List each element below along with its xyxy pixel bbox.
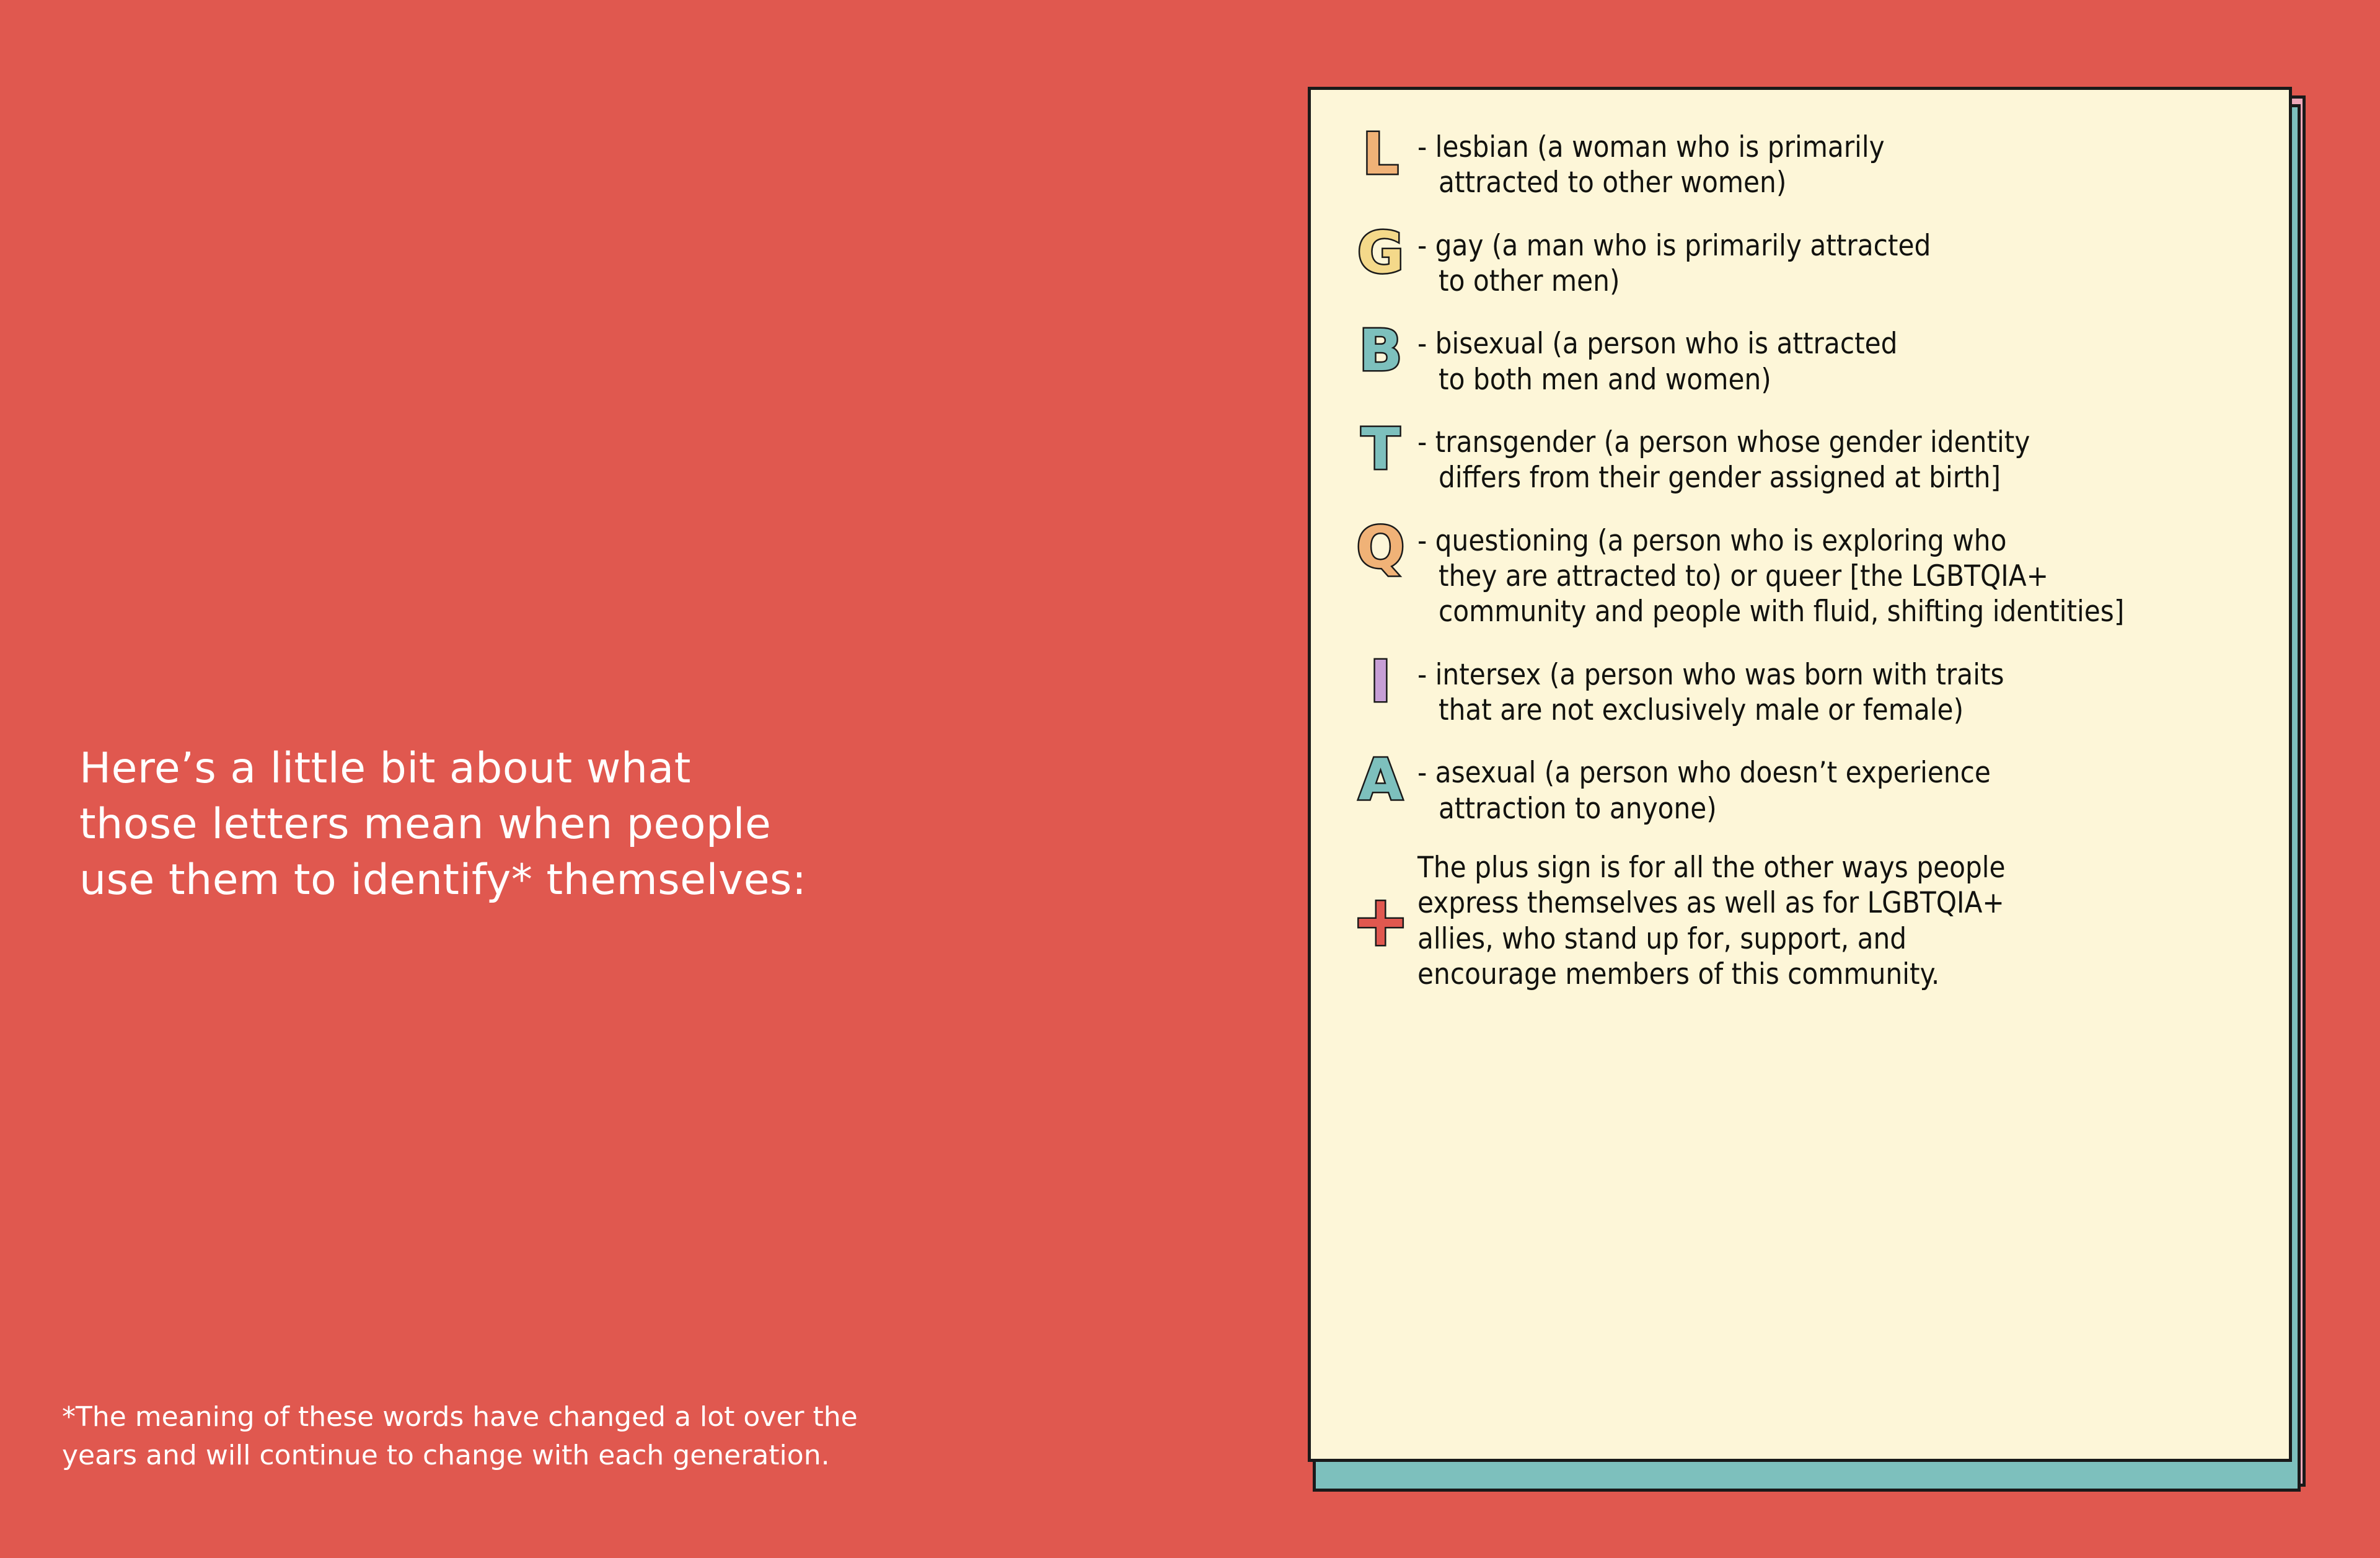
letter-cell [1343,317,1417,384]
list-item-gay [1343,219,2264,299]
definition-line: - questioning (a person who is exploring who [1417,523,2007,558]
letter-glyph-a: A [1358,746,1403,813]
intro-paragraph [79,741,1046,908]
letter-glyph-plus: + [1351,880,1409,962]
letter-cell [1343,514,1417,581]
footnote [62,1398,1078,1476]
definition-line: - bisexual (a person who is attracted [1417,327,1898,361]
letter-cell [1343,746,1417,813]
definition-text-bisexual [1417,322,2264,397]
letter-cell [1343,880,1417,962]
letter-glyph-i: I [1370,648,1391,715]
definition-line: differs from their gender assigned at birth] [1439,461,2001,495]
definition-line: to both men and women) [1439,362,1771,397]
intro-line-1: Here’s a little bit about what [79,744,691,793]
letter-cell [1343,219,1417,286]
definitions-card-wrapper [1308,87,2312,1494]
footnote-line-1: *The meaning of these words have changed a lot over the [62,1401,858,1433]
list-item-bisexual [1343,317,2264,397]
definition-line: - intersex (a person who was born with traits [1417,657,2004,692]
definition-line: - gay (a man who is primarily attracted [1417,228,1931,263]
definition-text-gay [1417,224,2264,299]
intro-line-3: use them to identify* themselves: [79,855,807,905]
letter-glyph-b: B [1359,317,1402,384]
letter-glyph-t: T [1361,415,1399,482]
list-item-questioning [1343,514,2264,630]
definition-line: attracted to other women) [1439,166,1787,200]
definitions-list [1311,90,2289,992]
footnote-line-2: years and will continue to change with each generation. [62,1440,830,1472]
definition-line: allies, who stand up for, support, and [1417,921,1907,956]
definition-line: - transgender (a person whose gender identity [1417,425,2030,459]
definition-text-questioning [1417,520,2264,630]
definition-text-intersex [1417,653,2264,728]
definition-line: they are attracted to) or queer [the LGBTQIA+ [1439,559,2049,593]
letter-glyph-q: Q [1356,514,1404,581]
list-item-lesbian [1343,121,2264,201]
definition-line: - asexual (a person who doesn’t experience [1417,756,1991,790]
definition-line: express themselves as well as for LGBTQIA+ [1417,886,2004,921]
letter-glyph-l: L [1362,121,1398,187]
definition-text-lesbian [1417,126,2264,201]
letter-cell [1343,648,1417,715]
definition-line: community and people with fluid, shifting identities] [1439,595,2125,629]
definitions-card [1308,87,2292,1462]
letter-cell [1343,121,1417,187]
definition-text-asexual [1417,751,2264,826]
list-item-plus [1343,850,2264,992]
intro-line-2: those letters mean when people [79,799,772,849]
letter-glyph-g: G [1357,219,1404,286]
letter-cell [1343,415,1417,482]
definition-text-transgender [1417,421,2264,496]
definition-line: - lesbian (a woman who is primarily [1417,130,1885,164]
definition-line: The plus sign is for all the other ways people [1417,850,2006,885]
definition-text-plus [1417,850,2264,992]
list-item-asexual [1343,746,2264,826]
definition-line: that are not exclusively male or female) [1439,693,1964,727]
definition-line: attraction to anyone) [1439,791,1717,826]
definition-line: to other men) [1439,263,1620,298]
list-item-intersex [1343,648,2264,728]
definition-line: encourage members of this community. [1417,957,1940,991]
list-item-transgender [1343,415,2264,496]
